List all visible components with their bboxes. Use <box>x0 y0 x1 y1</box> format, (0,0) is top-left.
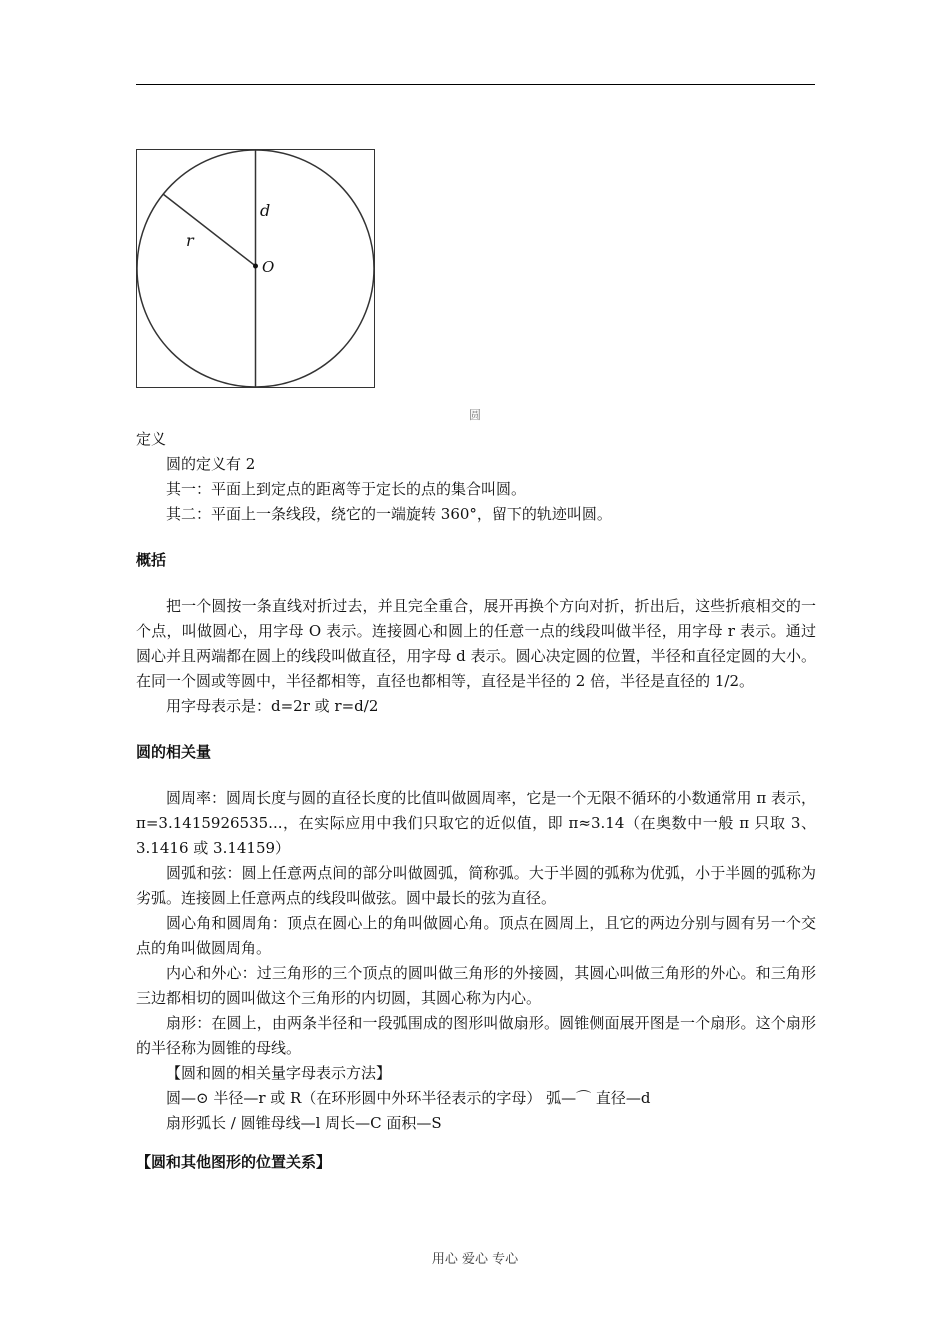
definition-line-3: 其二：平面上一条线段，绕它的一端旋转 360°，留下的轨迹叫圆。 <box>166 505 612 523</box>
summary-paragraph: 把一个圆按一条直线对折过去，并且完全重合，展开再换个方向对折，折出后，这些折痕相交的一个点，叫做圆心，用字母 O 表示。连接圆心和圆上的任意一点的线段叫做半径，用字母 r 表示。通过圆心并且两端都在圆上的线段叫做直径，用字母 d 表示。圆心决定圆的位置，半径和直径定圆的大小。在同一个圆或等圆中，半径都相等，直径也都相等，直径是半径的 2 倍，半径是直径的 1/2。 <box>136 597 816 690</box>
definition-line-1: 圆的定义有 2 <box>166 455 256 473</box>
quantities-heading: 圆的相关量 <box>136 743 212 761</box>
document-body <box>136 427 816 1175</box>
center-point <box>253 264 258 269</box>
definition-line-2: 其一：平面上到定点的距离等于定长的点的集合叫圆。 <box>166 480 527 498</box>
radius-line <box>163 194 256 266</box>
header-rule <box>136 84 815 85</box>
symbols-line-1: 圆—⊙ 半径—r 或 R（在环形圆中外环半径表示的字母） 弧—⌒ 直径—d <box>166 1089 651 1107</box>
symbols-line-2: 扇形弧长 / 圆锥母线—l 周长—C 面积—S <box>166 1114 442 1132</box>
sector-paragraph: 扇形：在圆上，由两条半径和一段弧围成的图形叫做扇形。圆锥侧面展开图是一个扇形。这个扇形的半径称为圆锥的母线。 <box>136 1014 816 1057</box>
summary-formula: 用字母表示是：d=2r 或 r=d/2 <box>166 697 379 715</box>
figure-caption: 圆 <box>468 408 481 422</box>
arc-paragraph: 圆弧和弦：圆上任意两点间的部分叫做圆弧，简称弧。大于半圆的弧称为优弧，小于半圆的弧称为劣弧。连接圆上任意两点的线段叫做弦。圆中最长的弦为直径。 <box>136 864 816 907</box>
label-r: r <box>186 231 194 250</box>
angle-paragraph: 圆心角和圆周角：顶点在圆心上的角叫做圆心角。顶点在圆周上，且它的两边分别与圆有另一个交点的角叫做圆周角。 <box>136 914 816 957</box>
summary-heading: 概括 <box>136 551 167 569</box>
position-heading: 【圆和其他图形的位置关系】 <box>136 1153 332 1171</box>
circle-diagram <box>136 149 375 388</box>
centers-paragraph: 内心和外心：过三角形的三个顶点的圆叫做三角形的外接圆，其圆心叫做三角形的外心。和三角形三边都相切的圆叫做这个三角形的内切圆，其圆心称为内心。 <box>136 964 816 1007</box>
label-o: O <box>262 258 275 276</box>
symbols-heading: 【圆和圆的相关量字母表示方法】 <box>166 1064 392 1082</box>
definition-heading: 定义 <box>136 430 167 448</box>
page-footer: 用心 爱心 专心 <box>431 1252 519 1267</box>
pi-paragraph: 圆周率：圆周长度与圆的直径长度的比值叫做圆周率，它是一个无限不循环的小数通常用 π 表示，π=3.1415926535...，在实际应用中我们只取它的近似值，即 π≈3.14（在奥数中一般 π 只取 3、3.1416 或 3.14159） <box>136 789 816 857</box>
label-d: d <box>260 201 271 220</box>
